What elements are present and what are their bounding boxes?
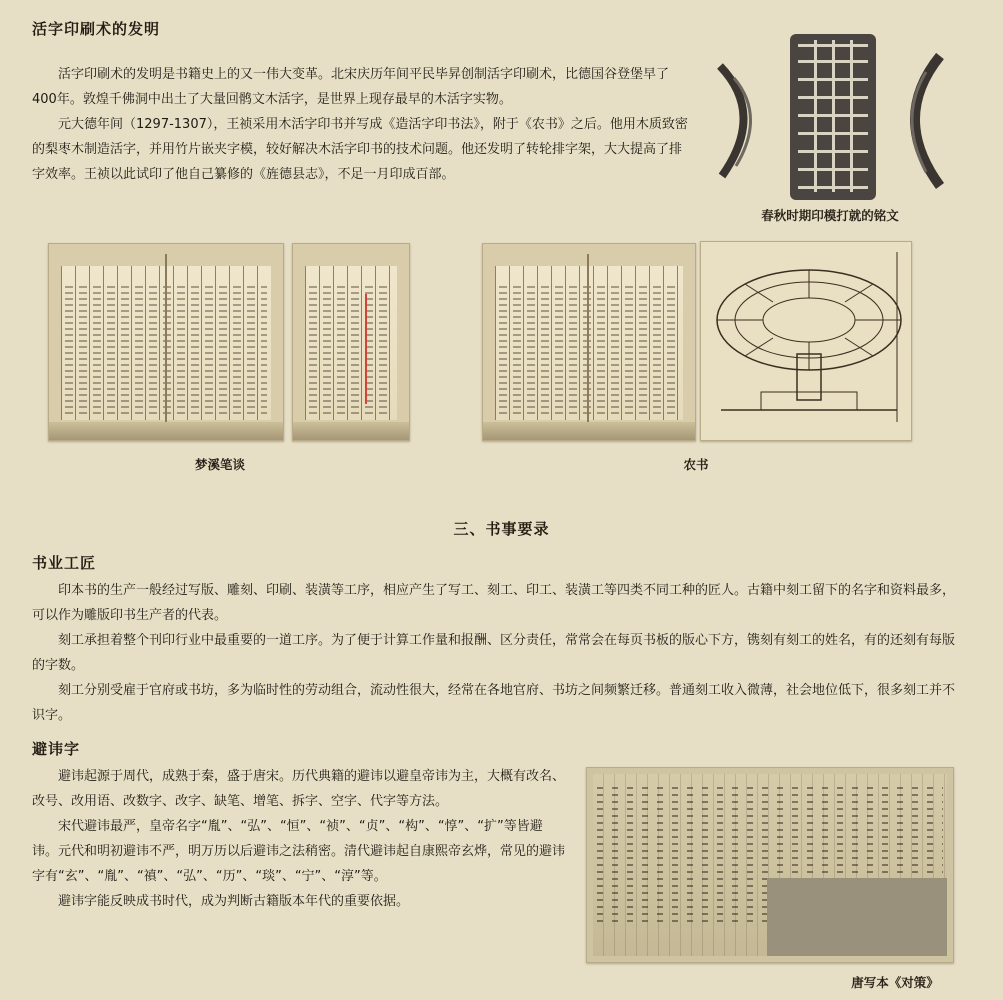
paragraph: 印本书的生产一般经过写版、雕刻、印刷、装潢等工序，相应产生了写工、刻工、印工、装潢工等四类不同工种的匠人。古籍中刻工留下的名字和资料最多，可以作为雕版印书生产者的代表。 [32,583,956,623]
nongshu-caption: 农书 [683,457,709,472]
mengxi-caption: 梦溪笔谈 [194,457,245,472]
paragraph: 刻工分别受雇于官府或书坊，多为临时性的劳动组合，流动性很大，经常在各地官府、书坊之间频繁迁移。普通刻工收入微薄，社会地位低下，很多刻工并不识字。 [32,683,956,723]
mengxi-page-photo [292,243,410,441]
section-title-records: 三、书事要录 [453,520,550,538]
subsection-title-taboo: 避讳字 [32,740,81,758]
section-title-movable-type: 活字印刷术的发明 [32,20,161,38]
paragraph: 避讳字能反映成书时代，成为判断古籍版本年代的重要依据。 [58,894,410,909]
subsection-title-craftsmen: 书业工匠 [32,554,97,572]
craftsmen-text [32,578,962,728]
tang-manuscript-caption: 唐写本《对策》 [851,975,939,990]
nongshu-book-photo [482,243,696,441]
paragraph: 宋代避讳最严，皇帝名字“胤”、“弘”、“恒”、“祯”、“贞”、“构”、“惇”、“扩”等皆避讳。元代和明初避讳不严，明万历以后避讳之法稍密。清代避讳起自康熙帝玄烨，常见的避讳字有“玄”、“胤”、“禛”、“弘”、“历”、“琰”、“宁”、“淳”等。 [32,819,566,884]
taboo-text [32,764,567,914]
paragraph: 刻工承担着整个刊印行业中最重要的一道工序。为了便于计算工作量和报酬、区分责任，常常会在每页书板的版心下方，镌刻有刻工的姓名，有的还刻有每版的字数。 [32,633,956,673]
movable-type-text [32,62,692,187]
paragraph: 活字印刷术的发明是书籍史上的又一伟大变革。北宋庆历年间平民毕昇创制活字印刷术，比德国谷登堡早了400年。敦煌千佛洞中出土了大量回鹘文木活字，是世界上现存最早的木活字实物。 [32,67,670,107]
rotating-type-case-photo [700,241,912,441]
inscription-caption: 春秋时期印模打就的铭文 [761,208,899,223]
paragraph: 元大德年间（1297-1307），王祯采用木活字印书并写成《造活字印书法》，附于《农书》之后。他用木质致密的梨枣木制造活字，并用竹片嵌夹字模，较好解决木活字印书的技术问题。他还发明了转轮排字架，大大提高了排字效率。王祯以此试印了他自己纂修的《旌德县志》，不足一月印成百部。 [32,117,688,182]
tang-manuscript-photo [586,767,954,963]
paragraph: 避讳起源于周代，成熟于秦，盛于唐宋。历代典籍的避讳以避皇帝讳为主，大概有改名、改号、改用语、改数字、改字、缺笔、增笔、拆字、空字、代字等方法。 [32,769,566,809]
inscription-image [714,26,946,204]
mengxi-book-photo [48,243,284,441]
